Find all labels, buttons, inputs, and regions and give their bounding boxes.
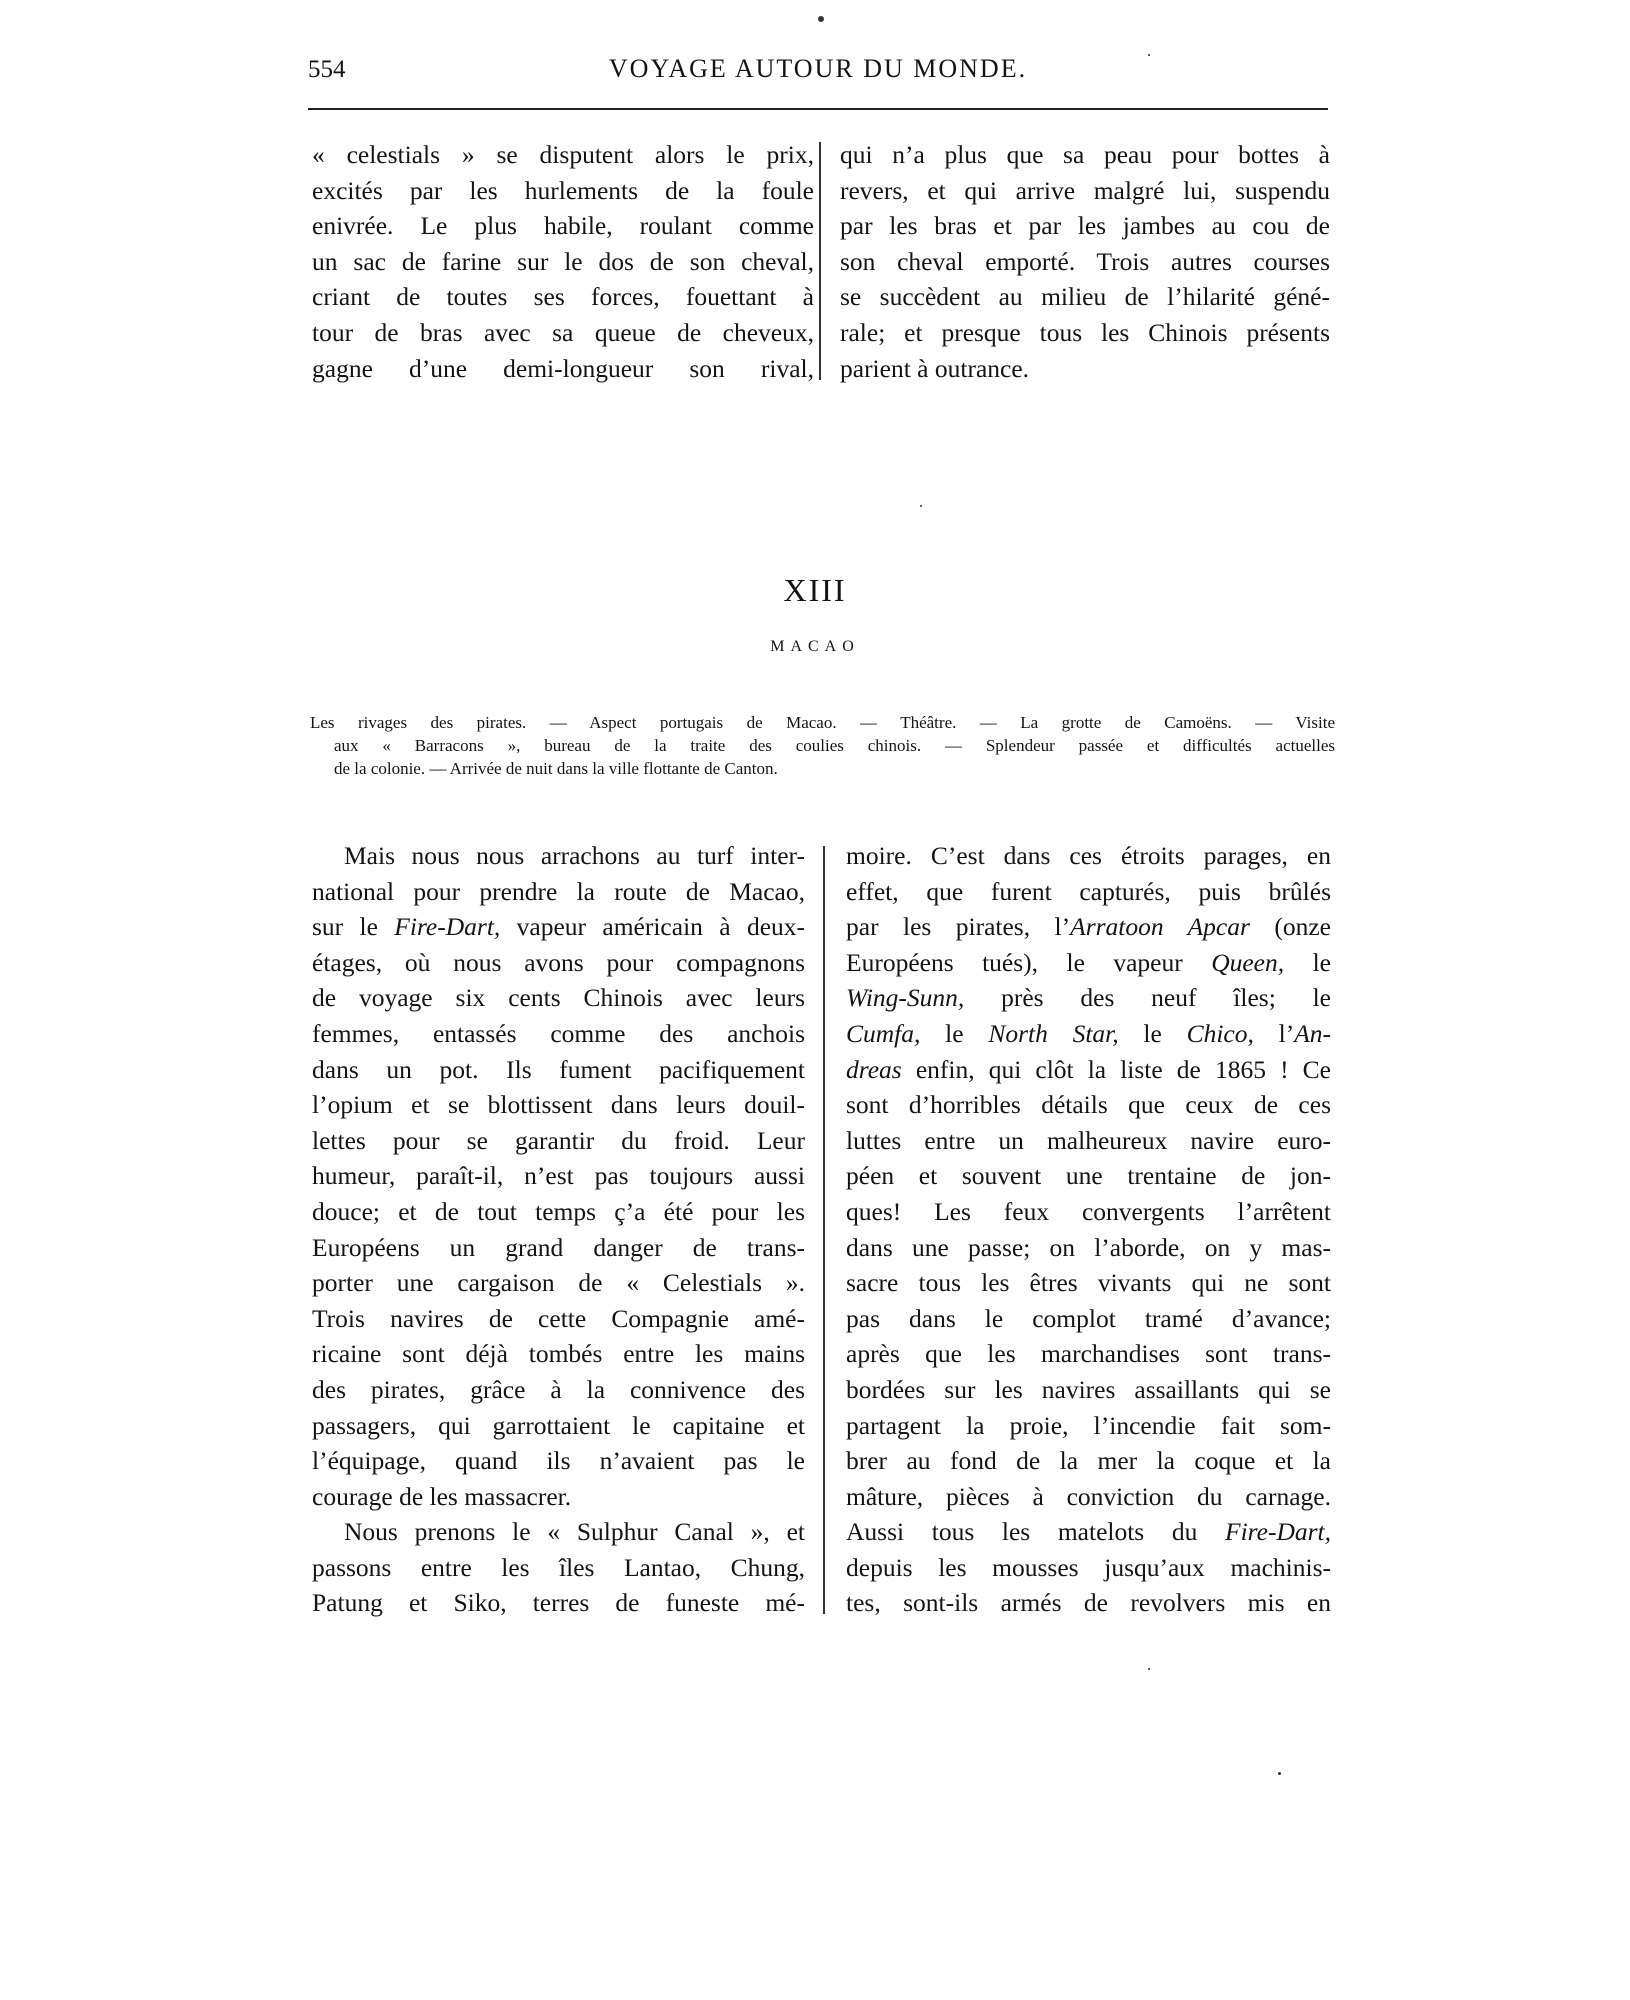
text-line: Mais nous nous arrachons au turf inter- — [344, 841, 805, 870]
scan-speck — [818, 16, 824, 22]
italic-ship-name: Queen, — [1211, 947, 1285, 977]
text-line: Européens tués), le vapeur Queen, le — [846, 947, 1332, 977]
summary-line: de la colonie. — Arrivée de nuit dans la ville flottante de Canton. — [334, 759, 778, 778]
text-line: Wing-Sunn, près des neuf îles; le — [846, 983, 1331, 1013]
text-line: se succèdent au milieu de l’hilarité géné- — [840, 282, 1330, 312]
summary-line: aux « Barracons », bureau de la traite des coulies chinois. — Splendeur passée et difficultés actuelles — [334, 736, 1335, 755]
text-line: dans une passe; on l’aborde, on y mas- — [846, 1232, 1331, 1262]
text-line: effet, que furent capturés, puis brûlés — [846, 876, 1331, 906]
text-line: pas dans le complot tramé d’avance; — [846, 1303, 1331, 1333]
text-line: « celestials » se disputent alors le prix, — [312, 140, 814, 169]
text-line: enivrée. Le plus habile, roulant comme — [312, 211, 814, 241]
summary-line: Les rivages des pirates. — Aspect portugais de Macao. — Théâtre. — La grotte de Camoëns. — Visite — [310, 713, 1335, 732]
text-line: rale; et presque tous les Chinois présents — [840, 317, 1330, 347]
text-line: moire. C’est dans ces étroits parages, en — [846, 841, 1331, 870]
italic-ship-name: North Star, — [988, 1018, 1119, 1048]
italic-ship-name: dreas — [846, 1054, 902, 1084]
text-line: sur le Fire-Dart, vapeur américain à deux- — [312, 912, 805, 942]
text-line: Trois navires de cette Compagnie amé- — [312, 1303, 805, 1333]
text-line: ques! Les feux convergents l’arrêtent — [846, 1196, 1331, 1226]
running-title: VOYAGE AUTOUR DU MONDE. — [608, 54, 1028, 83]
text-line: bordées sur les navires assaillants qui se — [846, 1374, 1331, 1404]
text-line: par les bras et par les jambes au cou de — [840, 211, 1330, 241]
text-line: courage de les massacrer. — [312, 1481, 572, 1511]
body-left-column — [312, 838, 805, 1621]
text-line: Cumfa, le North Star, le Chico, l’An- — [846, 1018, 1332, 1048]
page-number: 554 — [308, 56, 346, 83]
italic-ship-name: Cumfa, — [846, 1018, 921, 1048]
text-line: péen et souvent une trentaine de jon- — [846, 1161, 1331, 1191]
italic-ship-name: Fire-Dart, — [1225, 1517, 1331, 1547]
text-line: partagent la proie, l’incendie fait som- — [846, 1410, 1331, 1440]
italic-ship-name: Arratoon Apcar — [1070, 912, 1250, 942]
italic-ship-name: Fire-Dart, — [394, 912, 501, 942]
text-line: dans un pot. Ils fument pacifiquement — [312, 1054, 805, 1084]
text-line: parient à outrance. — [840, 353, 1030, 383]
column-divider — [823, 846, 825, 1614]
scan-speck — [920, 505, 922, 507]
text-line: douce; et de tout temps ç’a été pour les — [312, 1196, 805, 1226]
scan-speck — [1278, 1772, 1281, 1775]
italic-ship-name: Chico, — [1186, 1018, 1254, 1048]
text-line: humeur, paraît-il, n’est pas toujours aussi — [312, 1161, 805, 1191]
text-line: passons entre les îles Lantao, Chung, — [312, 1552, 805, 1582]
body-right-column — [846, 838, 1331, 1621]
text-line: des pirates, grâce à la connivence des — [312, 1374, 805, 1404]
scan-speck — [1148, 1668, 1150, 1670]
text-line: gagne d’une demi-longueur son rival, — [312, 353, 814, 383]
text-line: criant de toutes ses forces, fouettant à — [312, 282, 814, 312]
text-line: mâture, pièces à conviction du carnage. — [846, 1481, 1331, 1511]
text-line: son cheval emporté. Trois autres courses — [840, 246, 1330, 276]
text-line: femmes, entassés comme des anchois — [312, 1018, 805, 1048]
text-line: luttes entre un malheureux navire euro- — [846, 1125, 1331, 1155]
text-line: Patung et Siko, terres de funeste mé- — [312, 1588, 805, 1618]
italic-ship-name: An- — [1294, 1018, 1332, 1048]
text-line: passagers, qui garrottaient le capitaine et — [312, 1410, 805, 1440]
text-line: national pour prendre la route de Macao, — [312, 876, 805, 906]
text-line: revers, et qui arrive malgré lui, suspendu — [840, 175, 1330, 205]
text-line: sacre tous les êtres vivants qui ne sont — [846, 1268, 1331, 1298]
header-rule — [308, 108, 1328, 110]
text-line: sont d’horribles détails que ceux de ces — [846, 1090, 1331, 1120]
text-line: tes, sont-ils armés de revolvers mis en — [846, 1588, 1331, 1618]
text-line: excités par les hurlements de la foule — [312, 175, 814, 205]
text-line: qui n’a plus que sa peau pour bottes à — [840, 140, 1330, 169]
text-line: dreas enfin, qui clôt la liste de 1865 ! Ce — [846, 1054, 1331, 1084]
text-line: par les pirates, l’Arratoon Apcar (onze — [846, 912, 1331, 942]
chapter-title: MACAO — [770, 638, 860, 655]
text-line: Européens un grand danger de trans- — [312, 1232, 805, 1262]
top-left-column — [312, 137, 814, 386]
text-line: l’équipage, quand ils n’avaient pas le — [312, 1446, 805, 1476]
text-line: Nous prenons le « Sulphur Canal », et — [344, 1517, 805, 1547]
text-line: Aussi tous les matelots du Fire-Dart, — [846, 1517, 1331, 1547]
text-line: tour de bras avec sa queue de cheveux, — [312, 317, 814, 347]
text-line: depuis les mousses jusqu’aux machinis- — [846, 1552, 1331, 1582]
text-line: un sac de farine sur le dos de son cheval, — [312, 246, 814, 276]
text-line: brer au fond de la mer la coque et la — [846, 1446, 1331, 1476]
chapter-number: XIII — [783, 572, 847, 608]
italic-ship-name: Wing-Sunn, — [846, 983, 965, 1013]
text-line: l’opium et se blottissent dans leurs douil- — [312, 1090, 805, 1120]
text-line: lettes pour se garantir du froid. Leur — [312, 1125, 805, 1155]
text-line: de voyage six cents Chinois avec leurs — [312, 983, 805, 1013]
text-line: porter une cargaison de « Celestials ». — [312, 1268, 805, 1298]
top-right-column — [840, 137, 1330, 386]
chapter-summary — [310, 711, 1335, 780]
text-line: étages, où nous avons pour compagnons — [312, 947, 805, 977]
column-divider — [819, 142, 821, 380]
text-line: ricaine sont déjà tombés entre les mains — [312, 1339, 805, 1369]
running-header — [308, 52, 1328, 92]
text-line: après que les marchandises sont trans- — [846, 1339, 1331, 1369]
